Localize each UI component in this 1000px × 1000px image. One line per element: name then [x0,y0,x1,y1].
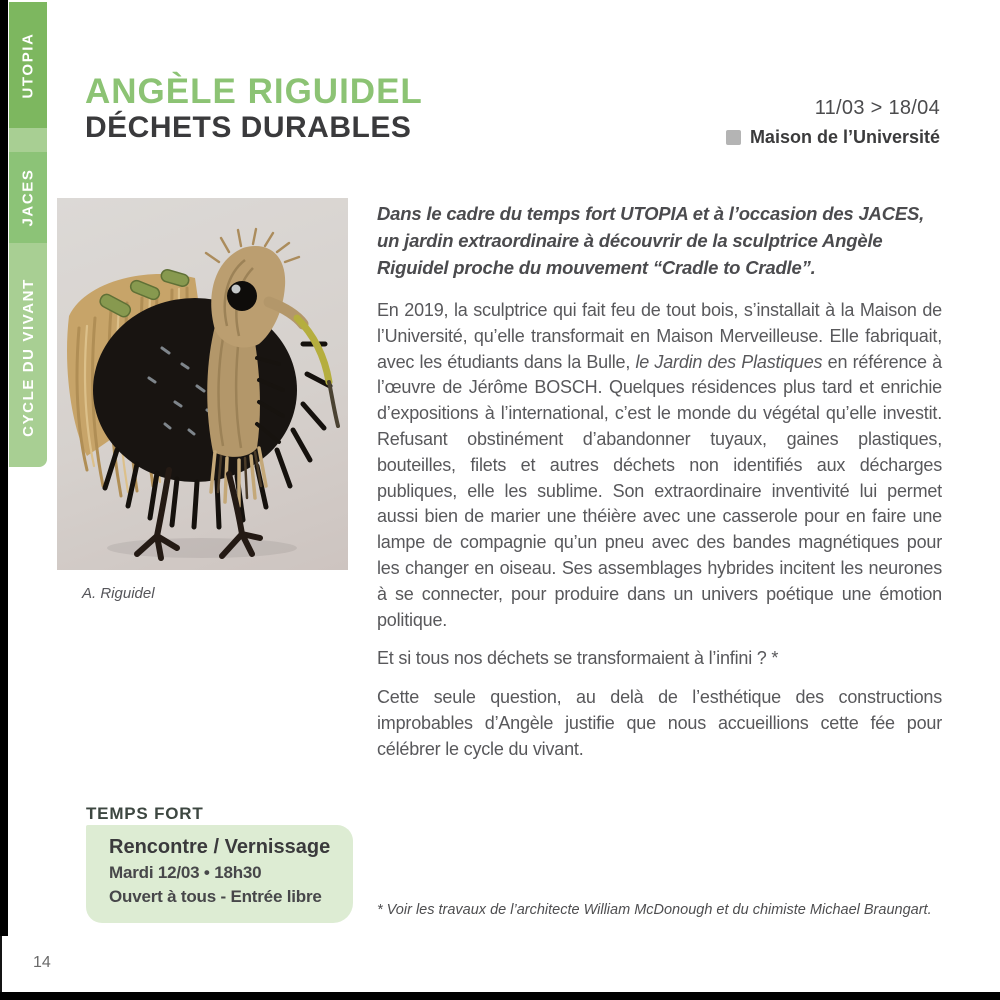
body-paragraph-2: Et si tous nos déchets se transformaient à l’infini ? * [377,648,779,669]
exhibit-photo [57,198,348,570]
temps-fort-box [86,825,353,923]
sidebar-tab-jaces [9,152,47,243]
sidebar-tab-cycle-du-vivant-label: CYCLE DU VIVANT [19,277,37,437]
bird-sculpture-illustration [57,198,348,570]
page-number: 14 [33,954,51,971]
photo-caption: A. Riguidel [82,585,155,602]
sidebar-tab-cycle-du-vivant [9,265,47,449]
scan-edge-bottom [0,992,1000,1000]
sidebar-tabstrip [9,2,47,467]
temps-fort-heading: TEMPS FORT [86,804,204,823]
footnote: * Voir les travaux de l’architecte William McDonough et du chimiste Michael Braungart. [377,902,932,918]
venue-name: Maison de l’Université [749,127,940,147]
artist-title: ANGÈLE RIGUIDEL [85,72,423,111]
body-paragraph-1 [377,298,942,633]
exhibition-subtitle: DÉCHETS DURABLES [85,111,412,144]
sidebar-tab-utopia-label: UTOPIA [19,32,37,98]
body-paragraph-3: Cette seule question, au delà de l’esthétique des constructions improbables d’Angèle justifie que nous accueillions cette fée pour célébrer le cycle du vivant. [377,687,942,759]
scan-edge-left-thin [0,936,2,992]
body-text [377,298,942,763]
body-paragraph-1-start: En 2019, la sculptrice qui fait feu de tout bois, s’installait à la Maison de l’Université, qu’elle transformait en Maison Merveilleuse. Elle fabriquait, avec les étudiants dans la Bulle, [377,300,942,372]
sidebar-tab-utopia [9,2,47,128]
event-title: Rencontre / Vernissage [109,836,331,858]
venue-marker-icon [726,130,741,145]
scan-edge-left [0,0,8,936]
event-datetime: Mardi 12/03 • 18h30 [109,863,262,882]
date-venue-block [726,97,940,148]
venue-row [726,127,940,148]
sidebar-tab-jaces-label: JACES [19,168,37,227]
exhibition-dates: 11/03 > 18/04 [814,97,940,119]
body-paragraph-1-italic: le Jardin des Plastiques [635,351,823,372]
body-paragraph-1-end: en référence à l’œuvre de Jérôme BOSCH. Quelques résidences plus tard et enrichie d’expositions à l’international, c’est le monde du végétal qu’elle investit. Refusant obstinément d’abandonner tuyaux, gaines plastiques, bouteilles, filets et autres déchets non identifiés aux décharges publiques, elle les sublime. Son extraordinaire inventivité lui permet aussi bien de marier une théière avec une casserole pour en faire une lampe de compagnie qu’un pneu avec des bandes magnétiques pour les changer en oiseau. Ses assemblages hybrides incitent les neurones à se connecter, pour produire dans un univers poétique une émotion politique. [377,351,942,630]
event-access: Ouvert à tous - Entrée libre [109,887,322,906]
intro-paragraph: Dans le cadre du temps fort UTOPIA et à l’occasion des JACES, un jardin extraordinaire à découvrir de la sculptrice Angèle Riguidel proche du mouvement “Cradle to Cradle”. [377,203,925,278]
